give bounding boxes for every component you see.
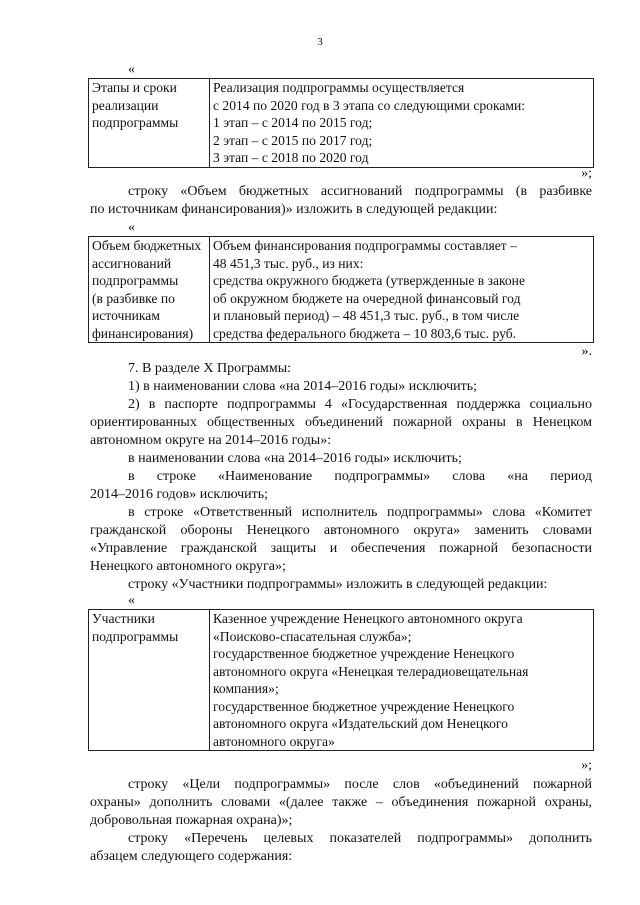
quote-close-1: »; [581, 166, 592, 181]
sub-participants: строку «Участники подпрограммы» изложить в следующей редакции: [128, 577, 548, 592]
quote-open-1: « [128, 62, 135, 77]
sub-name: в наименовании слова «на 2014–2016 годы» исключить; [128, 451, 462, 466]
quote-close-2: ». [581, 344, 592, 359]
quote-open-3: « [128, 593, 135, 608]
table-budget-label: Объем бюджетных ассигнований подпрограммы (в разбивке по источникам финансирования) [89, 237, 210, 343]
table-stages-value: Реализация подпрограммы осуществляется с 2014 по 2020 год в 3 этапа со следующими сроками: 1 этап – с 2014 по 2015 год; 2 этап – с 2015 по 2017 год; 3 этап – с 2018 по 2020 год [210, 79, 594, 168]
table-participants [88, 609, 594, 751]
table-budget [88, 236, 594, 343]
table-stages [88, 78, 594, 168]
table-stages-label: Этапы и сроки реализации подпрограммы [89, 79, 210, 168]
quote-open-2: « [128, 220, 135, 235]
para-budget-line: строку «Объем бюджетных ассигнований подпрограммы (в разбивке по источникам финансирования)» изложить в следующей редакции: [90, 184, 592, 217]
sub-indicators: строку «Перечень целевых показателей подпрограммы» дополнить абзацем следующего содержания: [90, 831, 592, 864]
item-7-2: 2) в паспорте подпрограммы 4 «Государственная поддержка социально ориентированных общественных объединений пожарной охраны в Ненецком автономном округе на 2014–2016 годы»: [90, 397, 592, 448]
table-participants-label: Участники подпрограммы [89, 610, 210, 751]
table-participants-value: Казенное учреждение Ненецкого автономного округа «Поисково-спасательная служба»; государственное бюджетное учреждение Ненецкого автономного округа «Ненецкая телерадиовещательная компания»; государственное бюджетное учреждение Ненецкого автономного округа «Издательский дом Ненецкого автономного округа» [210, 610, 594, 751]
sub-executor: в строке «Ответственный исполнитель подпрограммы» слова «Комитет гражданской обороны Ненецкого автономного округа» заменить словами «Управление гражданской защиты и обеспечения пожарной безопасности Ненецкого автономного округа»; [90, 505, 592, 574]
sub-title-row: в строке «Наименование подпрограммы» слова «на период 2014–2016 годов» исключить; [90, 469, 592, 502]
table-budget-value: Объем финансирования подпрограммы составляет – 48 451,3 тыс. руб., из них: средства окружного бюджета (утвержденные в законе об окружном бюджете на очередной финансовый год и плановый период) – 48 451,3 тыс. руб., в том числе средства федерального бюджета – 10 803,6 тыс. руб. [210, 237, 594, 343]
quote-close-3: »; [581, 758, 592, 773]
page-number: 3 [317, 36, 323, 48]
item-7-1: 1) в наименовании слова «на 2014–2016 годы» исключить; [128, 379, 478, 394]
sub-goals: строку «Цели подпрограммы» после слов «объединений пожарной охраны» дополнить словами «(далее также – объединения пожарной охраны, добровольная пожарная охрана)»; [90, 777, 592, 828]
item-7: 7. В разделе X Программы: [128, 361, 292, 376]
